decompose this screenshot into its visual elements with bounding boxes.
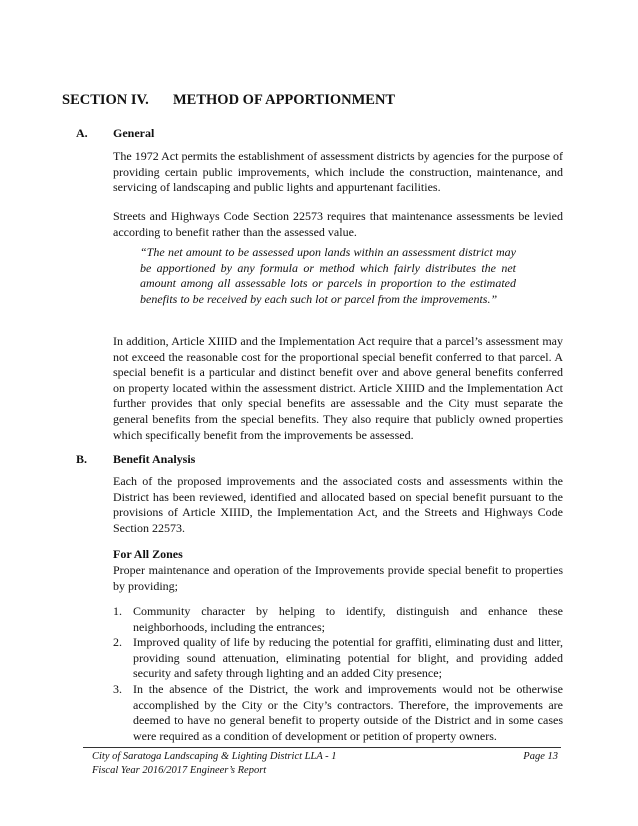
footer-page-number: Page 13 — [523, 751, 558, 762]
benefit-list — [113, 604, 563, 744]
list-item: 1. Community character by helping to identify, distinguish and enhance these neighborhoods, including the entrances; — [113, 604, 563, 634]
section-heading — [62, 92, 395, 109]
footer-report-name: Fiscal Year 2016/2017 Engineer’s Report — [92, 765, 267, 776]
section-title: METHOD OF APPORTIONMENT — [173, 92, 396, 108]
list-item: 3. In the absence of the District, the work and improvements would not be otherwise accomplished by the City or the City’s contractors. Therefore, the improvements are deemed to have no general benefit to property outside of the District and in some cases were required as a condition of development or petition of property owners. — [113, 681, 563, 743]
statute-quote: “The net amount to be assessed upon lands within an assessment district may be apportioned by any formula or method which fairly distributes the net amount among all assessable lots or parcels in proportion to the estimated benefits to be received by each such lot or parcel from the improvements.” — [140, 245, 516, 306]
subsection-a-letter: A. — [76, 126, 88, 140]
page-footer — [92, 750, 558, 778]
list-item: 2. Improved quality of life by reducing the potential for graffiti, eliminating dust and litter, providing sound attenuation, eliminating potential for blight, and providing added security and safety through lighting and an added City presence; — [113, 635, 563, 681]
subsection-b-title: Benefit Analysis — [113, 452, 196, 466]
zones-paragraph: Proper maintenance and operation of the Improvements provide special benefit to properties by providing; — [113, 563, 563, 593]
footer-district-name: City of Saratoga Landscaping & Lighting District LLA - 1 — [92, 751, 337, 762]
subsection-a-title: General — [113, 126, 155, 140]
general-paragraph-2: Streets and Highways Code Section 22573 requires that maintenance assessments be levied according to benefit rather than the assessed value. — [113, 209, 563, 239]
section-number: SECTION IV. — [62, 92, 149, 108]
subsection-b-letter: B. — [76, 452, 88, 466]
zones-heading: For All Zones — [113, 547, 183, 561]
footer-divider — [83, 747, 561, 748]
general-paragraph-1: The 1972 Act permits the establishment of assessment districts by agencies for the purpose of providing certain public improvements, which include the construction, maintenance, and servicing of landscaping and public lights and appurtenant facilities. — [113, 149, 563, 195]
general-paragraph-3: In addition, Article XIIID and the Implementation Act require that a parcel’s assessment may not exceed the reasonable cost for the proportional special benefit conferred to that parcel. A special benefit is a particular and distinct benefit over and above general benefits conferred on property located within the assessment district. Article XIIID and the Implementation Act further provides that only special benefits are assessable and the City must separate the general benefits from the special benefits. They also require that publicly owned properties which specifically benefit from the improvements be assessed. — [113, 334, 563, 442]
benefit-paragraph-1: Each of the proposed improvements and the associated costs and assessments within the District has been reviewed, identified and allocated based on special benefit pursuant to the provisions of Article XIIID, the Implementation Act, and the Streets and Highways Code Section 22573. — [113, 474, 563, 535]
